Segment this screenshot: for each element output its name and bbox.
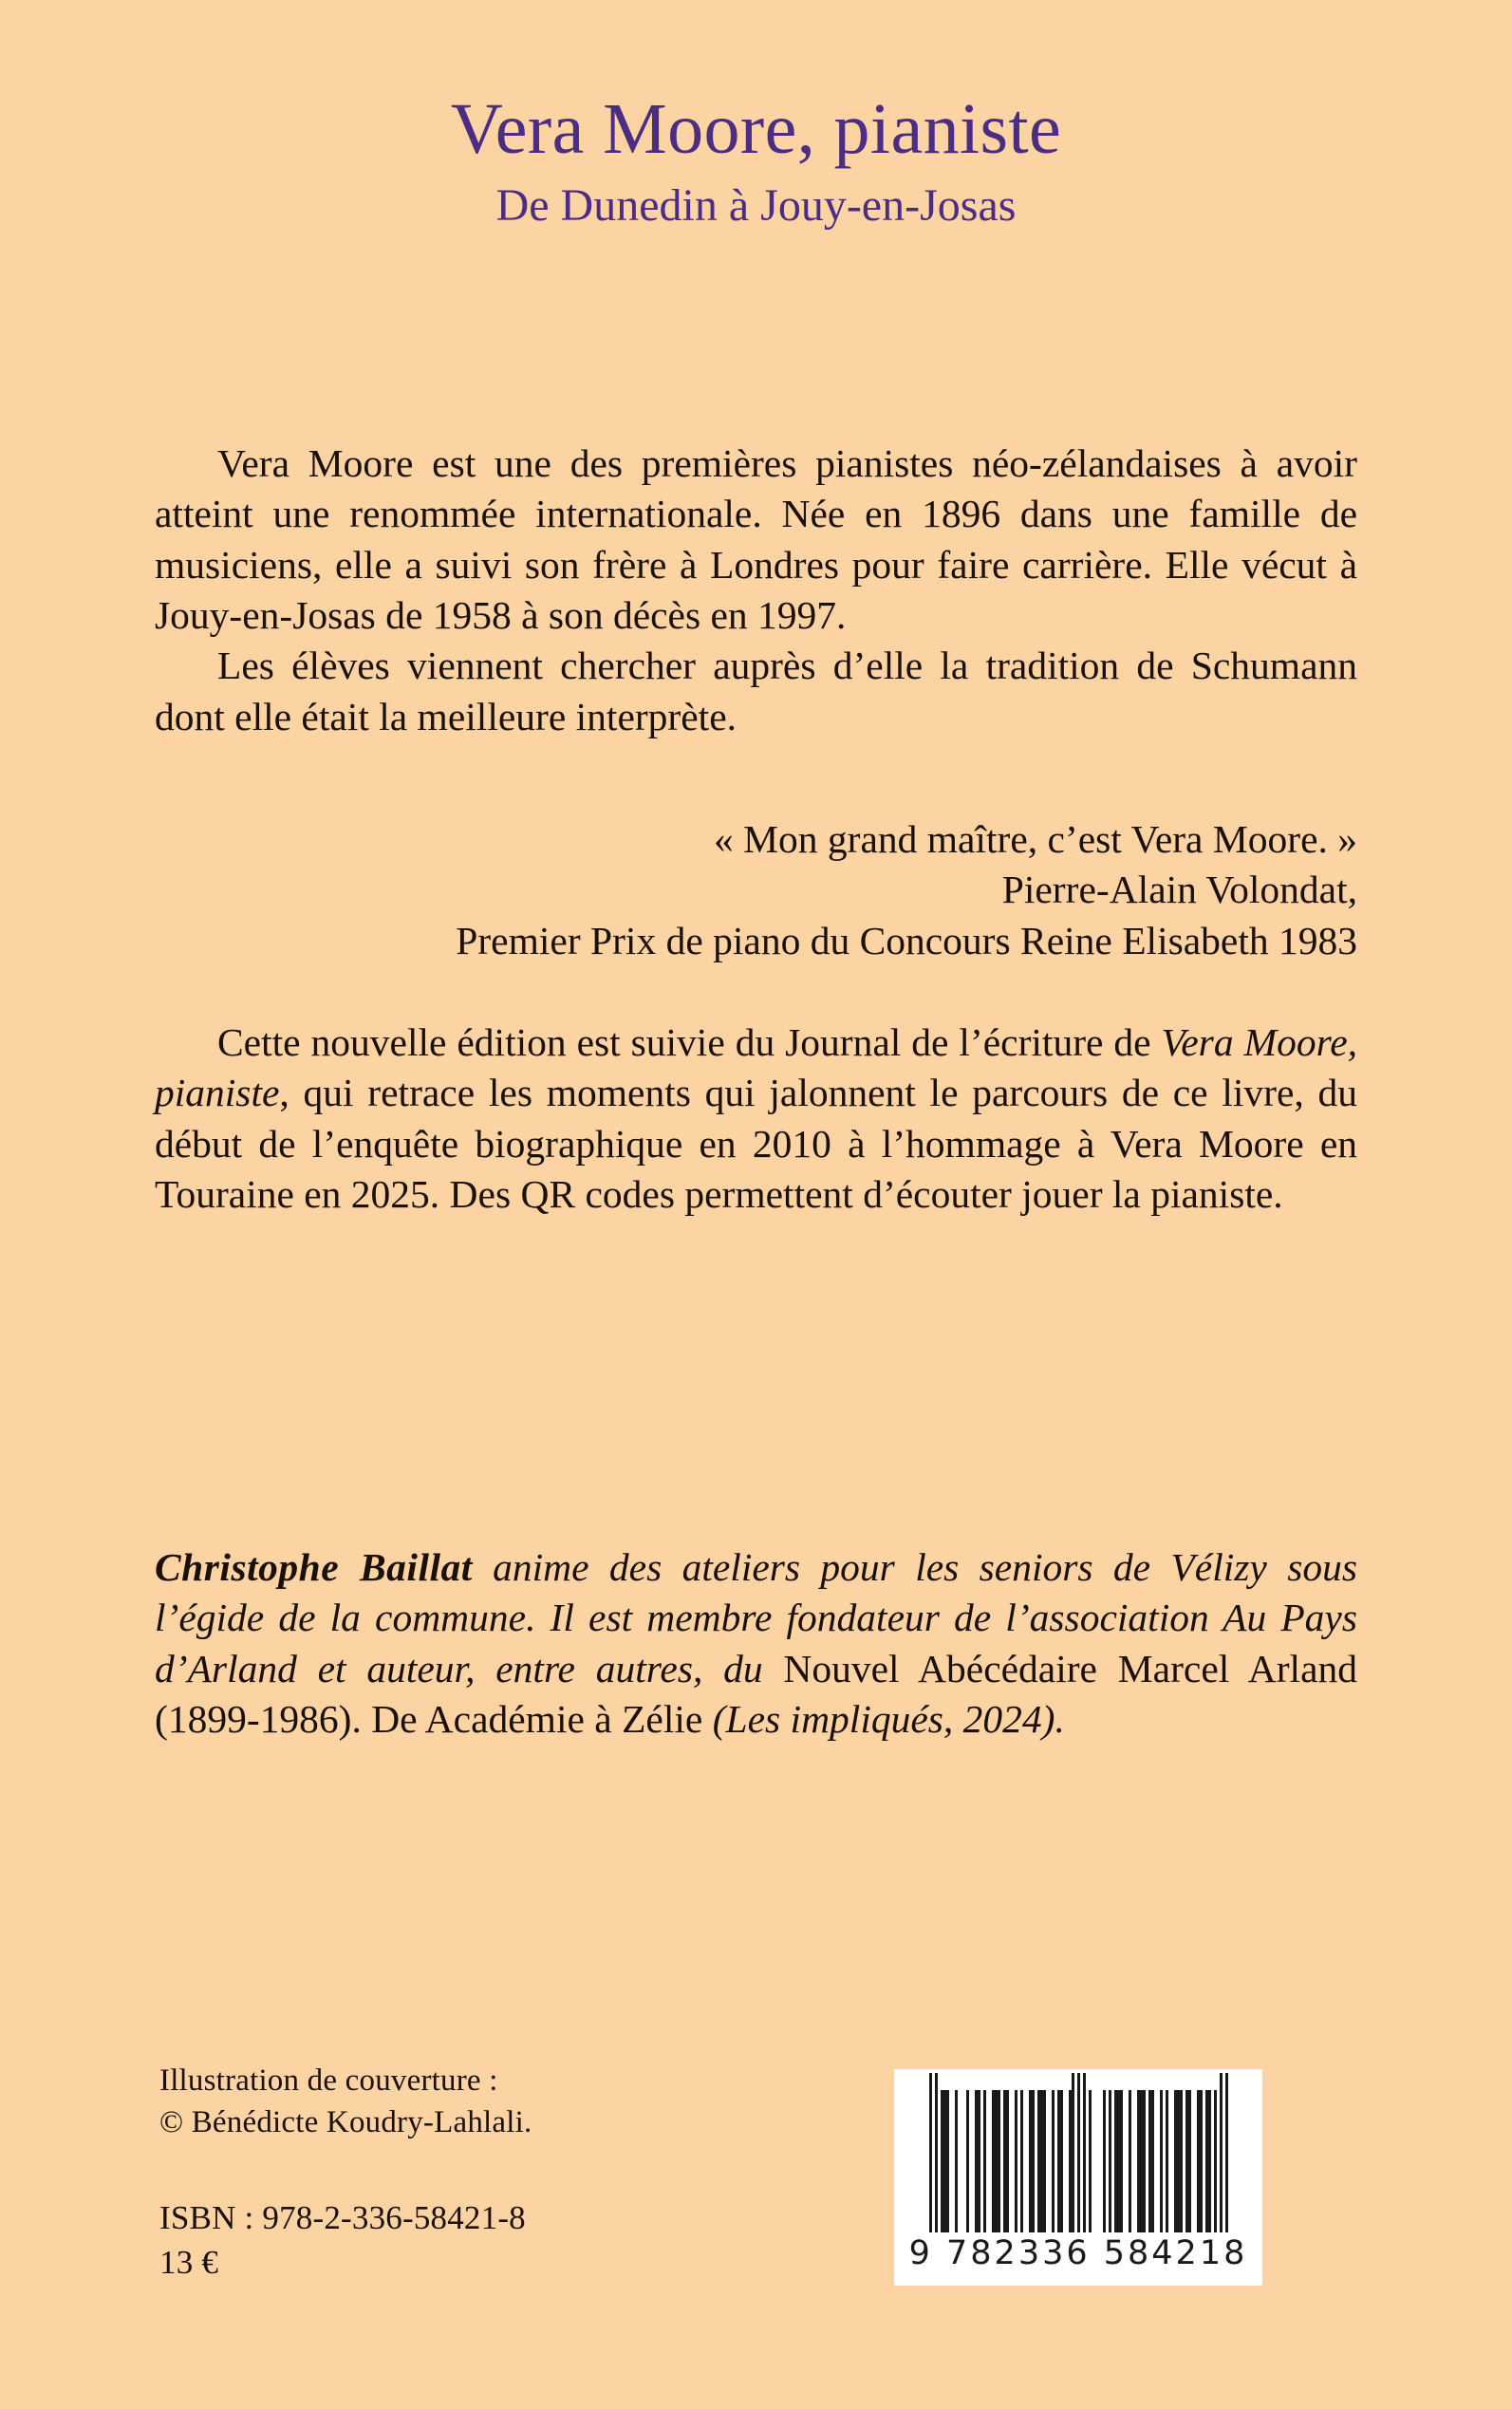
illustration-credit-name: © Bénédicte Koudry-Lahlali. bbox=[159, 2105, 532, 2140]
title-block bbox=[0, 89, 1512, 231]
edition-note-section bbox=[155, 1018, 1357, 1220]
edition-note-paragraph bbox=[155, 1018, 1357, 1220]
quote-text: « Mon grand maître, c’est Vera Moore. » bbox=[713, 817, 1357, 861]
author-bio-section bbox=[155, 1542, 1357, 1745]
quote-attribution-title: Premier Prix de piano du Concours Reine Elisabeth 1983 bbox=[456, 918, 1357, 962]
author-bio-roman: Nouvel Abécédaire Marcel Arland (1899-1986). De Académie à Zélie bbox=[155, 1646, 1357, 1741]
blurb-paragraph-2: Les élèves viennent chercher auprès d’elle la tradition de Schumann dont elle était la meilleure interprète. bbox=[155, 644, 1357, 738]
edition-note-rest: , qui retrace les moments qui jalonnent le parcours de ce livre, du début de l’enquête biographique en 2010 à l’hommage à Vera Moore en Touraine en 2025. Des QR codes permettent d’écouter jouer la pianiste. bbox=[155, 1071, 1357, 1216]
barcode-digits: 9 782336 584218 bbox=[908, 2234, 1248, 2272]
book-title: Vera Moore, pianiste bbox=[450, 89, 1062, 169]
edition-note-lead: Cette nouvelle édition est suivie du Journal de l’écriture de bbox=[217, 1020, 1162, 1064]
author-bio-paragraph bbox=[155, 1542, 1357, 1745]
book-subtitle: De Dunedin à Jouy-en-Josas bbox=[495, 180, 1017, 231]
footer-credits bbox=[159, 2060, 767, 2286]
quote-attribution-name: Pierre-Alain Volondat, bbox=[1001, 868, 1357, 912]
illustration-credit-label: Illustration de couverture : bbox=[159, 2064, 498, 2098]
ean13-barcode bbox=[894, 2069, 1262, 2286]
edition-note-italic-title: Vera Moore, pianiste bbox=[155, 1020, 1357, 1115]
isbn-text: ISBN : 978-2-336-58421-8 bbox=[159, 2199, 526, 2237]
blurb-section bbox=[155, 439, 1357, 742]
author-bio-italic-1: anime des ateliers pour les seniors de Vélizy sous l’égide de la commune. Il est membre fondateur de l’association Au Pays d’Arland et auteur, entre autres, du bbox=[155, 1545, 1357, 1690]
barcode-bars bbox=[929, 2090, 1228, 2232]
author-name: Christophe Baillat bbox=[155, 1545, 473, 1589]
author-bio-italic-2: (Les impliqués, 2024). bbox=[712, 1696, 1065, 1741]
blurb-paragraph-1: Vera Moore est une des premières pianistes néo-zélandaises à avoir atteint une renommée internationale. Née en 1896 dans une famille de musiciens, elle a suivi son frère à Londres pour faire carrière. Elle vécut à Jouy-en-Josas de 1958 à son décès en 1997. bbox=[155, 441, 1357, 637]
pull-quote bbox=[155, 814, 1357, 966]
price-text: 13 € bbox=[159, 2244, 219, 2282]
